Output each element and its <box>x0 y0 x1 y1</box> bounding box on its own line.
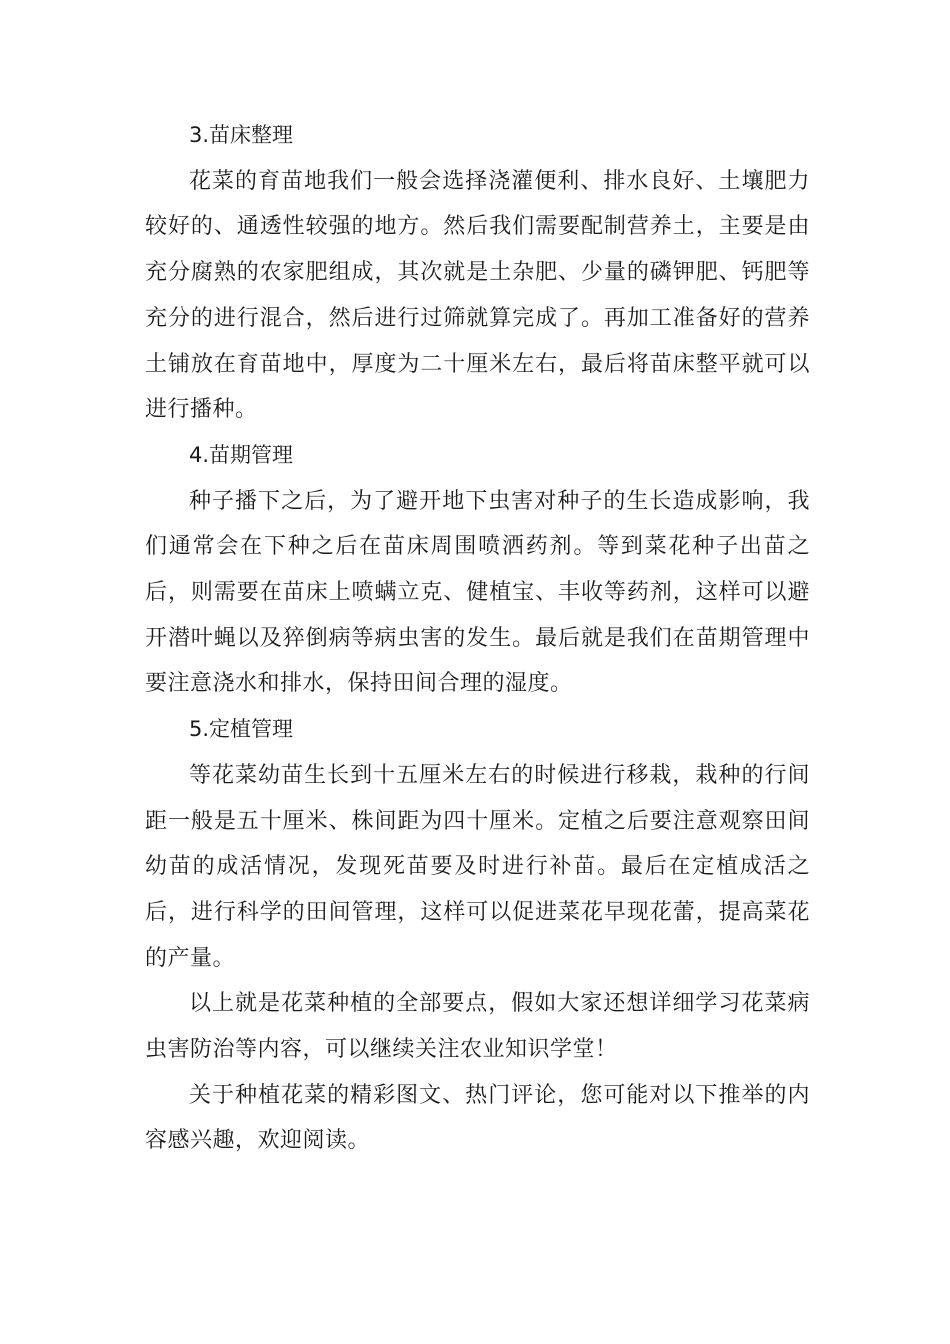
closing-paragraph-summary: 以上就是花菜种植的全部要点，假如大家还想详细学习花菜病虫害防治等内容，可以继续关注农业知识学堂！ <box>145 991 810 1063</box>
section-heading-seedling-period: 4.苗期管理 <box>189 442 294 467</box>
section-paragraph-seedling-period: 种子播下之后，为了避开地下虫害对种子的生长造成影响，我们通常会在下种之后在苗床周围喷洒药剂。等到菜花种子出苗之后，则需要在苗床上喷螨立克、健植宝、丰收等药剂，这样可以避开潜叶蝇以及猝倒病等病虫害的发生。最后就是我们在苗期管理中要注意浇水和排水，保持田间合理的湿度。 <box>145 488 810 697</box>
section-paragraph-transplanting: 等花菜幼苗生长到十五厘米左右的时候进行移栽，栽种的行间距一般是五十厘米、株间距为四十厘米。定植之后要注意观察田间幼苗的成活情况，发现死苗要及时进行补苗。最后在定植成活之后，进行科学的田间管理，这样可以促进菜花早现花蕾，提高菜花的产量。 <box>145 762 810 971</box>
document-body <box>145 113 810 1164</box>
section-paragraph-seedbed: 花菜的育苗地我们一般会选择浇灌便利、排水良好、土壤肥力较好的、通透性较强的地方。然后我们需要配制营养土，主要是由充分腐熟的农家肥组成，其次就是土杂肥、少量的磷钾肥、钙肥等充分的进行混合，然后进行过筛就算完成了。再加工准备好的营养土铺放在育苗地中，厚度为二十厘米左右，最后将苗床整平就可以进行播种。 <box>145 168 810 423</box>
section-heading-seedbed: 3.苗床整理 <box>189 123 294 147</box>
section-heading-transplanting: 5.定植管理 <box>189 717 294 742</box>
closing-paragraph-recommendation: 关于种植花菜的精彩图文、热门评论，您可能对以下推举的内容感兴趣，欢迎阅读。 <box>145 1082 810 1154</box>
